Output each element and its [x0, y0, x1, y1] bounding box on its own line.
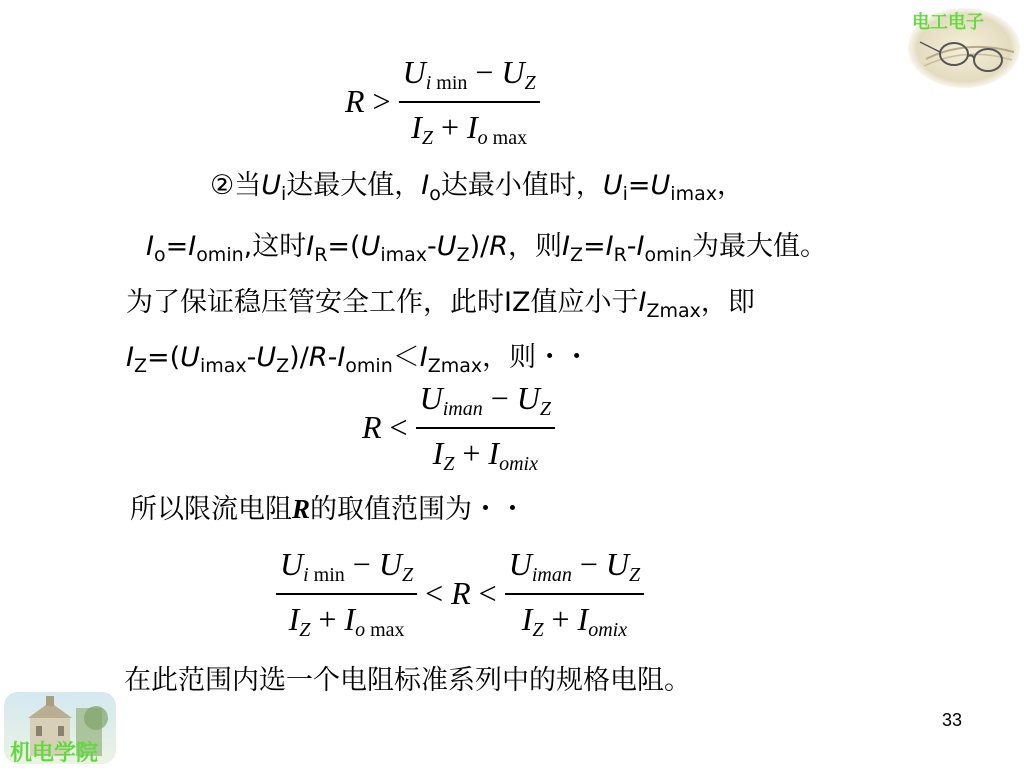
formula-3-relation-1: <: [425, 575, 444, 612]
symbol-I: I: [288, 600, 300, 637]
subscript: Zmax: [646, 300, 701, 323]
subscript: Z: [133, 355, 147, 378]
text: -: [427, 231, 437, 262]
subscript: o max: [477, 126, 528, 149]
fraction-bar: [505, 593, 644, 595]
text: ,这时: [243, 231, 307, 262]
text: 当: [234, 170, 262, 201]
symbol: I: [421, 170, 430, 201]
formula-3-relation-2: <: [478, 575, 497, 612]
text: =: [165, 231, 189, 262]
page-number: 33: [942, 710, 963, 730]
formula-2-relation: <: [389, 409, 408, 446]
logo-bottom-left: [0, 688, 120, 768]
subscript: o: [429, 183, 441, 206]
text: ＜: [392, 342, 420, 373]
symbol-U: U: [280, 546, 304, 582]
text: =: [627, 170, 651, 201]
subscript: omix: [588, 618, 628, 641]
symbol-U: U: [516, 380, 540, 416]
symbol: I: [638, 287, 647, 318]
subscript: R: [613, 244, 627, 267]
formula-2-lhs: R: [362, 409, 382, 446]
symbol-I: I: [577, 600, 589, 637]
minus-sign: −: [475, 54, 494, 90]
subscript: Z: [532, 618, 544, 641]
subscript: Z: [539, 398, 551, 420]
symbol: I: [306, 231, 315, 262]
formula-3-right-fraction: [505, 546, 644, 642]
circled-number: ②: [210, 170, 235, 201]
subscript: Z: [524, 72, 536, 94]
symbol-U: U: [419, 380, 443, 416]
minus-sign: −: [352, 546, 371, 582]
formula-1: [345, 54, 540, 150]
formula-3-left-numerator: [276, 546, 417, 587]
subscript: omin: [345, 355, 393, 378]
plus-sign: +: [462, 434, 481, 471]
formula-1-denominator: [407, 109, 531, 150]
symbol: U: [650, 170, 671, 201]
symbol: U: [256, 342, 277, 373]
text: ，则: [508, 231, 562, 262]
plus-sign: +: [551, 600, 570, 637]
logo-label-bottom: 机电学院: [10, 741, 99, 766]
symbol-I: I: [467, 108, 478, 145]
formula-3: [276, 546, 644, 642]
subscript: Z: [401, 564, 414, 586]
symbol: U: [602, 170, 623, 201]
symbol-I: I: [488, 434, 500, 471]
symbol-U: U: [402, 54, 426, 90]
paragraph-3: [126, 280, 755, 323]
paragraph-2: [146, 224, 827, 267]
symbol: I: [419, 342, 428, 373]
text: 达最大值，: [286, 170, 422, 201]
subscript: imax: [380, 244, 428, 267]
text: 为了保证稳压管安全工作，此时IZ值应小于: [126, 287, 639, 318]
formula-1-relation: >: [372, 83, 391, 120]
symbol-U: U: [501, 54, 525, 90]
text: )/: [289, 342, 309, 373]
subscript: i min: [303, 564, 345, 586]
formula-3-right-denominator: [518, 601, 631, 642]
text: ，则・・: [482, 342, 591, 373]
formula-3-right-numerator: [505, 546, 644, 587]
symbol: I: [337, 342, 346, 373]
subscript: iman: [531, 564, 572, 586]
symbol: I: [605, 231, 614, 262]
symbol-I: I: [344, 600, 356, 637]
subscript: omix: [499, 452, 538, 475]
paragraph-5: [130, 487, 526, 526]
formula-3-left-fraction: [276, 546, 417, 642]
text: )/: [469, 231, 490, 262]
subscript: imax: [670, 183, 717, 206]
formula-2-fraction: [416, 380, 555, 476]
symbol: U: [360, 231, 381, 262]
symbol: R: [308, 342, 328, 373]
fraction-bar: [399, 101, 540, 103]
subscript: Z: [569, 244, 583, 267]
subscript: R: [314, 244, 328, 267]
logo-top-right: [906, 4, 1020, 88]
paragraph-4: [126, 335, 591, 378]
paragraph-1: [210, 163, 744, 206]
minus-sign: −: [490, 380, 509, 416]
text: 达最小值时，: [440, 170, 603, 201]
text: =(: [327, 231, 361, 262]
symbol: I: [562, 231, 570, 262]
formula-3-left-denominator: [285, 601, 409, 642]
subscript: Z: [299, 618, 311, 641]
formula-3-mid: R: [451, 575, 471, 612]
subscript: i: [280, 183, 287, 206]
symbol-U: U: [605, 546, 629, 582]
plus-sign: +: [318, 600, 337, 637]
text: =: [583, 231, 606, 262]
symbol: U: [436, 231, 457, 262]
plus-sign: +: [440, 108, 459, 145]
text: -: [327, 342, 338, 373]
symbol-U: U: [378, 546, 402, 582]
subscript: Z: [276, 355, 290, 378]
subscript: Z: [421, 126, 433, 149]
symbol: U: [180, 342, 200, 373]
paragraph-6: 在此范围内选一个电阻标准系列中的规格电阻。: [124, 665, 691, 696]
text: ，即: [700, 287, 755, 318]
minus-sign: −: [579, 546, 598, 582]
formula-1-fraction: [399, 54, 540, 150]
symbol-U: U: [508, 546, 532, 582]
subscript: iman: [442, 398, 483, 420]
formula-1-numerator: [399, 54, 540, 95]
formula-1-lhs: R: [345, 83, 365, 120]
symbol-I: I: [521, 600, 533, 637]
fraction-bar: [416, 427, 555, 429]
subscript: Z: [443, 452, 455, 475]
text: -: [246, 342, 257, 373]
symbol: I: [188, 231, 197, 262]
symbol: I: [146, 231, 154, 262]
symbol: R: [489, 231, 508, 262]
formula-2-numerator: [416, 380, 555, 421]
symbol: U: [261, 170, 281, 201]
symbol-I: I: [411, 108, 422, 145]
subscript: i: [622, 183, 628, 206]
subscript: i min: [425, 72, 468, 94]
text: 为最大值。: [691, 231, 827, 262]
symbol: I: [126, 342, 134, 373]
fraction-bar: [276, 593, 417, 595]
subscript: imax: [199, 355, 247, 378]
subscript: o max: [355, 618, 405, 641]
text: -: [626, 231, 637, 262]
text: 所以限流电阻: [130, 494, 292, 525]
symbol-I: I: [432, 434, 444, 471]
subscript: Z: [456, 244, 470, 267]
subscript: omin: [196, 244, 244, 267]
formula-2-denominator: [429, 435, 542, 476]
subscript: omin: [644, 244, 692, 267]
subscript: Zmax: [427, 355, 483, 378]
text: ，: [716, 170, 744, 201]
formula-2: [362, 380, 555, 476]
subscript: o: [153, 244, 166, 267]
subscript: Z: [628, 564, 641, 586]
symbol: R: [292, 494, 311, 524]
text: =(: [147, 342, 181, 373]
text: 的取值范围为・・: [310, 494, 527, 525]
symbol: I: [636, 231, 645, 262]
logo-label-top: 电工电子: [912, 12, 984, 33]
